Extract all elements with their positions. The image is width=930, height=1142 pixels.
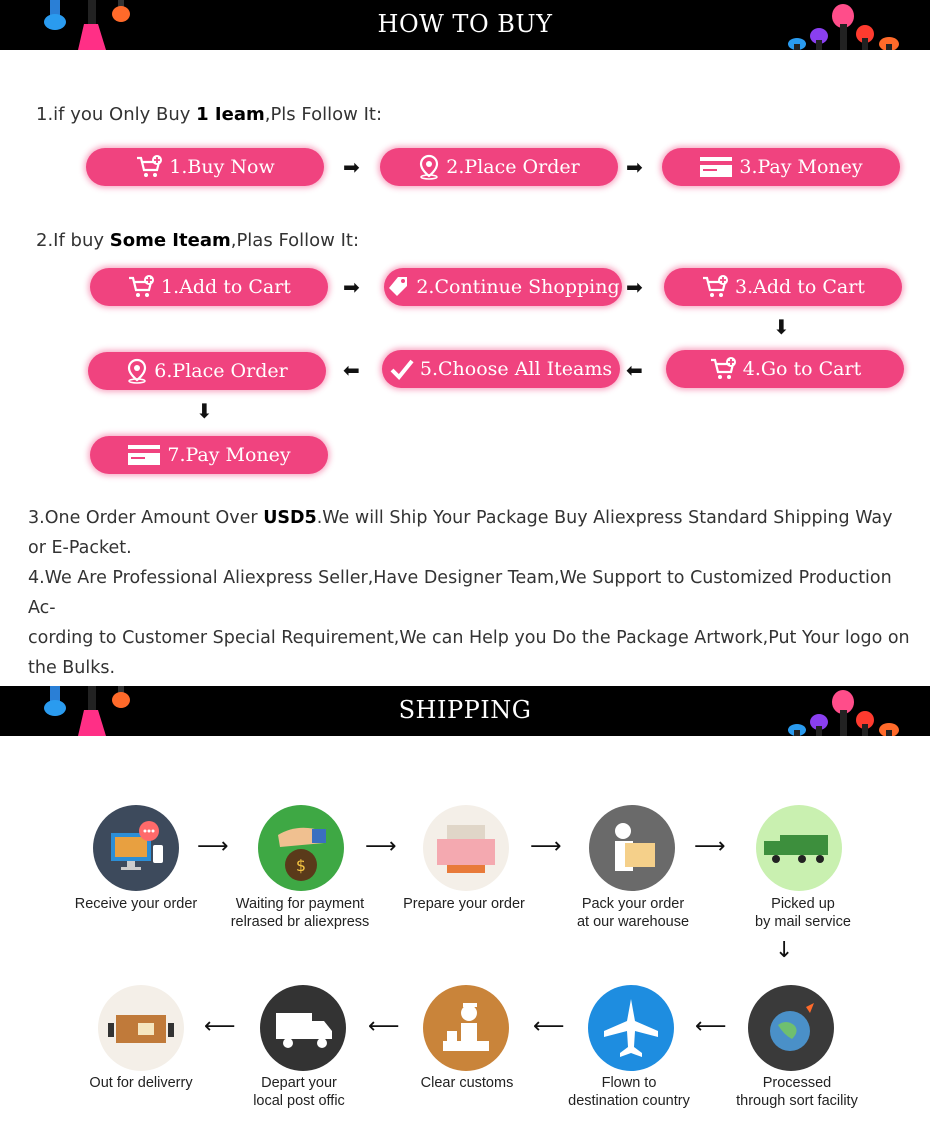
step-label-receive-line1: Receive your order: [74, 896, 198, 912]
step-place-order: [380, 148, 618, 186]
globe-sort-facility-icon: [748, 985, 834, 1071]
truck-pickup-icon: [756, 805, 842, 891]
step-add-to-cart-3: [664, 268, 902, 306]
step-label-customs: [377, 1074, 557, 1092]
single-item-heading-bold: 1 Ieam: [196, 104, 265, 125]
step-place-order-label: 2.Place Order: [446, 156, 580, 178]
airplane-icon: [588, 985, 674, 1071]
arrow-right-icon: ➡: [626, 275, 643, 299]
cart-plus-icon: [701, 275, 729, 299]
arrow-down-icon: ⬇: [196, 399, 213, 423]
step-add-to-cart-1-label: 1.Add to Cart: [161, 276, 291, 298]
arrow-down-icon: ⬇: [773, 315, 790, 339]
step-continue-shopping-label: 2.Continue Shopping: [416, 276, 620, 298]
step-label-prepare: [374, 895, 554, 913]
single-item-heading: [36, 100, 382, 130]
step-go-to-cart: [666, 350, 904, 388]
arrow-down-icon: ↓: [775, 938, 794, 963]
pack-order-icon: [589, 805, 675, 891]
arrow-right-icon: ➡: [343, 275, 360, 299]
step-pay-money-label: 3.Pay Money: [739, 156, 863, 178]
note3-line2: or E-Packet.: [28, 538, 132, 558]
step-label-processed-line1: Processed: [762, 1075, 832, 1091]
arrow-right-icon: ⟶: [694, 834, 726, 859]
step-pay-money-7-label: 7.Pay Money: [167, 444, 291, 466]
shipping-banner: [0, 686, 930, 736]
cart-plus-icon: [709, 357, 737, 381]
makeup-brushes-right-icon: [785, 0, 925, 50]
step-pay-money-7: [90, 436, 328, 474]
step-place-order-6-label: 6.Place Order: [154, 360, 288, 382]
step-label-depart-line2: local post offic: [253, 1093, 345, 1109]
receive-order-icon: [93, 805, 179, 891]
shipping-note: [28, 503, 918, 683]
section-title-shipping: SHIPPING: [398, 696, 532, 724]
step-choose-all-items-label: 5.Choose All Iteams: [419, 358, 613, 380]
step-label-pack-line1: Pack your order: [581, 896, 685, 912]
section-title-how-to-buy: HOW TO BUY: [377, 10, 553, 38]
step-label-prepare-line1: Prepare your order: [403, 896, 525, 912]
step-add-to-cart-3-label: 3.Add to Cart: [735, 276, 865, 298]
note3-bold: USD5: [263, 508, 317, 528]
step-label-customs-line1: Clear customs: [420, 1075, 514, 1091]
svg-text:$: $: [295, 856, 307, 875]
step-label-payment: [210, 895, 390, 931]
step-label-payment-line2: relrased br aliexpress: [230, 914, 370, 930]
arrow-right-icon: ➡: [343, 155, 360, 179]
step-label-receive: [46, 895, 226, 913]
multi-item-heading-post: ,Plas Follow It:: [230, 230, 360, 251]
step-label-pickup-line1: Picked up: [771, 896, 835, 912]
arrow-left-icon: ⟵: [533, 1014, 565, 1039]
arrow-right-icon: ⟶: [365, 834, 397, 859]
step-label-processed-line2: through sort facility: [736, 1093, 858, 1109]
payment-icon: [258, 805, 344, 891]
step-label-flown-line1: Flown to: [601, 1075, 657, 1091]
note3-post: .We will Ship Your Package Buy Aliexpress Standard Shipping Way: [316, 508, 893, 528]
multi-item-heading-pre: 2.If buy: [36, 230, 110, 251]
step-buy-now-label: 1.Buy Now: [169, 156, 275, 178]
step-continue-shopping: [384, 268, 622, 306]
step-label-pack: [543, 895, 723, 931]
arrow-right-icon: ⟶: [530, 834, 562, 859]
step-label-pickup-line2: by mail service: [755, 914, 851, 930]
step-buy-now: [86, 148, 324, 186]
single-item-heading-pre: 1.if you Only Buy: [36, 104, 197, 125]
cart-plus-icon: [127, 275, 155, 299]
makeup-brushes-right-icon: [785, 686, 925, 736]
customs-officer-icon: [423, 985, 509, 1071]
delivery-truck-icon: [260, 985, 346, 1071]
location-pin-icon: [126, 358, 148, 384]
arrow-left-icon: ⟵: [368, 1014, 400, 1039]
note4-line1: 4.We Are Professional Aliexpress Seller,Have Designer Team,We Support to Customized Production Ac-: [28, 568, 892, 618]
step-label-payment-line1: Waiting for payment: [235, 896, 365, 912]
multi-item-heading: [36, 226, 359, 256]
cart-plus-icon: [135, 155, 163, 179]
delivery-box-icon: [98, 985, 184, 1071]
credit-card-icon: [699, 155, 733, 179]
credit-card-icon: [127, 443, 161, 467]
step-add-to-cart-1: [90, 268, 328, 306]
arrow-left-icon: ⬅: [626, 358, 643, 382]
step-go-to-cart-label: 4.Go to Cart: [742, 358, 862, 380]
step-label-processed: [707, 1074, 887, 1110]
note4-line2: cording to Customer Special Requirement,We can Help you Do the Package Artwork,Put Your logo on: [28, 628, 910, 648]
arrow-left-icon: ⬅: [343, 358, 360, 382]
prepare-order-icon: [423, 805, 509, 891]
note4-line3: the Bulks.: [28, 658, 116, 678]
step-place-order-6: [88, 352, 326, 390]
note3-pre: 3.One Order Amount Over: [28, 508, 264, 528]
arrow-left-icon: ⟵: [204, 1014, 236, 1039]
checkmark-icon: [390, 357, 414, 381]
arrow-right-icon: ➡: [626, 155, 643, 179]
step-label-pickup: [713, 895, 893, 931]
step-choose-all-items: [382, 350, 620, 388]
step-label-pack-line2: at our warehouse: [576, 914, 690, 930]
multi-item-heading-bold: Some Iteam: [109, 230, 231, 251]
step-label-depart: [209, 1074, 389, 1110]
arrow-left-icon: ⟵: [695, 1014, 727, 1039]
step-pay-money: [662, 148, 900, 186]
step-label-out-for-delivery-line1: Out for deliverry: [89, 1075, 193, 1091]
arrow-right-icon: ⟶: [197, 834, 229, 859]
how-to-buy-banner: [0, 0, 930, 50]
step-label-flown: [539, 1074, 719, 1110]
location-pin-icon: [418, 154, 440, 180]
step-label-out-for-delivery: [51, 1074, 231, 1092]
step-label-flown-line2: destination country: [568, 1093, 690, 1109]
step-label-depart-line1: Depart your: [261, 1075, 337, 1091]
single-item-heading-post: ,Pls Follow It:: [264, 104, 383, 125]
tag-icon: [386, 275, 410, 299]
